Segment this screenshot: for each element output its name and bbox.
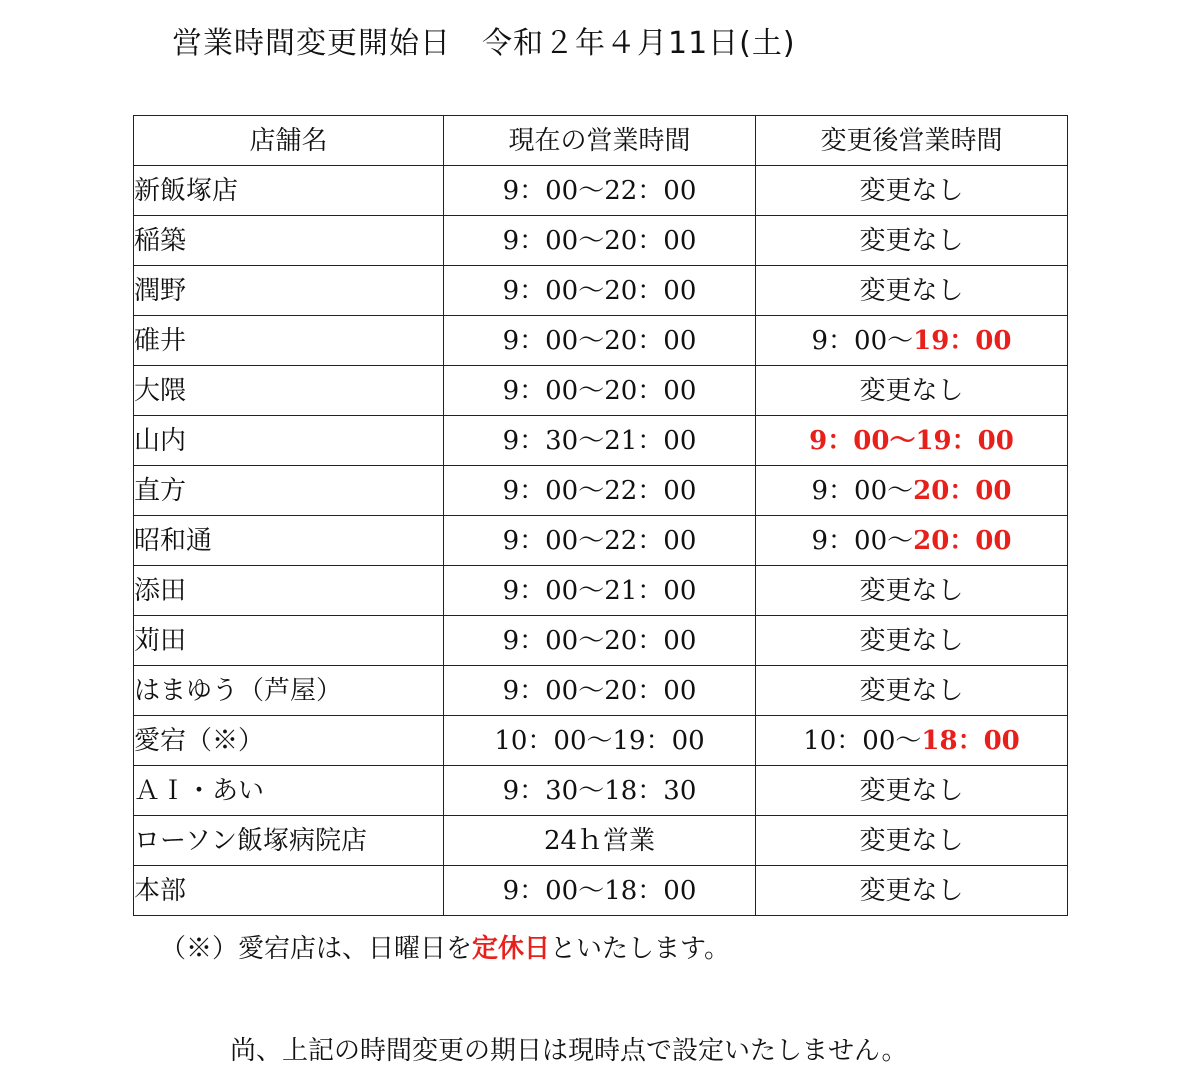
new-hours: 変更なし xyxy=(756,766,1068,816)
table-row xyxy=(134,216,1068,266)
new-hours: 変更なし xyxy=(756,166,1068,216)
new-hours xyxy=(756,466,1068,516)
new-hours-changed: 20：00 xyxy=(913,525,1012,556)
store-name: 苅田 xyxy=(134,616,444,666)
new-hours xyxy=(756,516,1068,566)
current-hours: 9：00～22：00 xyxy=(444,166,756,216)
current-hours: 9：30～21：00 xyxy=(444,416,756,466)
current-hours: 10：00～19：00 xyxy=(444,716,756,766)
new-hours: 変更なし xyxy=(756,266,1068,316)
new-hours: 変更なし xyxy=(756,366,1068,416)
current-hours: 9：00～20：00 xyxy=(444,266,756,316)
hours-table xyxy=(133,115,1068,916)
store-name: 稲築 xyxy=(134,216,444,266)
table-row xyxy=(134,516,1068,566)
current-hours: 9：00～20：00 xyxy=(444,316,756,366)
note-red: 定休日 xyxy=(472,934,551,964)
store-name: 大隈 xyxy=(134,366,444,416)
table-row xyxy=(134,566,1068,616)
table-header-row xyxy=(134,116,1068,166)
new-hours: 変更なし xyxy=(756,616,1068,666)
new-hours: 変更なし xyxy=(756,816,1068,866)
new-hours: 変更なし xyxy=(756,566,1068,616)
new-hours-plain: 9：00～ xyxy=(811,325,914,356)
new-hours-changed: 9：00～19：00 xyxy=(809,425,1014,456)
store-name: 新飯塚店 xyxy=(134,166,444,216)
table-row xyxy=(134,366,1068,416)
table-row xyxy=(134,716,1068,766)
new-hours xyxy=(756,416,1068,466)
table-row xyxy=(134,166,1068,216)
store-name: 愛宕（※） xyxy=(134,716,444,766)
table-row xyxy=(134,766,1068,816)
table-row xyxy=(134,316,1068,366)
header-current-hours: 現在の営業時間 xyxy=(444,116,756,166)
new-hours: 変更なし xyxy=(756,866,1068,916)
new-hours-plain: 10：00～ xyxy=(803,725,922,756)
store-name: 碓井 xyxy=(134,316,444,366)
table-row xyxy=(134,416,1068,466)
store-name: 昭和通 xyxy=(134,516,444,566)
new-hours xyxy=(756,716,1068,766)
current-hours: 9：00～20：00 xyxy=(444,366,756,416)
new-hours xyxy=(756,316,1068,366)
new-hours-plain: 9：00～ xyxy=(811,475,914,506)
note-after: といたします。 xyxy=(550,934,730,964)
store-name: 直方 xyxy=(134,466,444,516)
new-hours-changed: 18：00 xyxy=(921,725,1020,756)
new-hours-changed: 20：00 xyxy=(913,475,1012,506)
new-hours-plain: 9：00～ xyxy=(811,525,914,556)
store-name: 添田 xyxy=(134,566,444,616)
current-hours: 9：30～18：30 xyxy=(444,766,756,816)
current-hours: 9：00～22：00 xyxy=(444,516,756,566)
table-row xyxy=(134,266,1068,316)
store-name: 本部 xyxy=(134,866,444,916)
new-hours: 変更なし xyxy=(756,216,1068,266)
header-store: 店舗名 xyxy=(134,116,444,166)
store-name: 潤野 xyxy=(134,266,444,316)
header-new-hours: 変更後営業時間 xyxy=(756,116,1068,166)
table-row xyxy=(134,616,1068,666)
store-name: 山内 xyxy=(134,416,444,466)
footer-note: 尚、上記の時間変更の期日は現時点で設定いたしません。 xyxy=(230,1036,908,1066)
new-hours: 変更なし xyxy=(756,666,1068,716)
table-row xyxy=(134,666,1068,716)
store-name: ローソン飯塚病院店 xyxy=(134,816,444,866)
current-hours: 9：00～20：00 xyxy=(444,666,756,716)
store-name: はまゆう（芦屋） xyxy=(134,666,444,716)
page-title: 営業時間変更開始日 令和２年４月11日(土) xyxy=(172,26,796,61)
store-name: ＡＩ・あい xyxy=(134,766,444,816)
new-hours-changed: 19：00 xyxy=(913,325,1012,356)
table-row xyxy=(134,466,1068,516)
current-hours: 24ｈ営業 xyxy=(444,816,756,866)
current-hours: 9：00～20：00 xyxy=(444,616,756,666)
current-hours: 9：00～21：00 xyxy=(444,566,756,616)
closed-day-note xyxy=(160,928,730,965)
current-hours: 9：00～18：00 xyxy=(444,866,756,916)
table-row xyxy=(134,816,1068,866)
current-hours: 9：00～22：00 xyxy=(444,466,756,516)
current-hours: 9：00～20：00 xyxy=(444,216,756,266)
table-row xyxy=(134,866,1068,916)
note-before: （※）愛宕店は、日曜日を xyxy=(160,934,473,964)
